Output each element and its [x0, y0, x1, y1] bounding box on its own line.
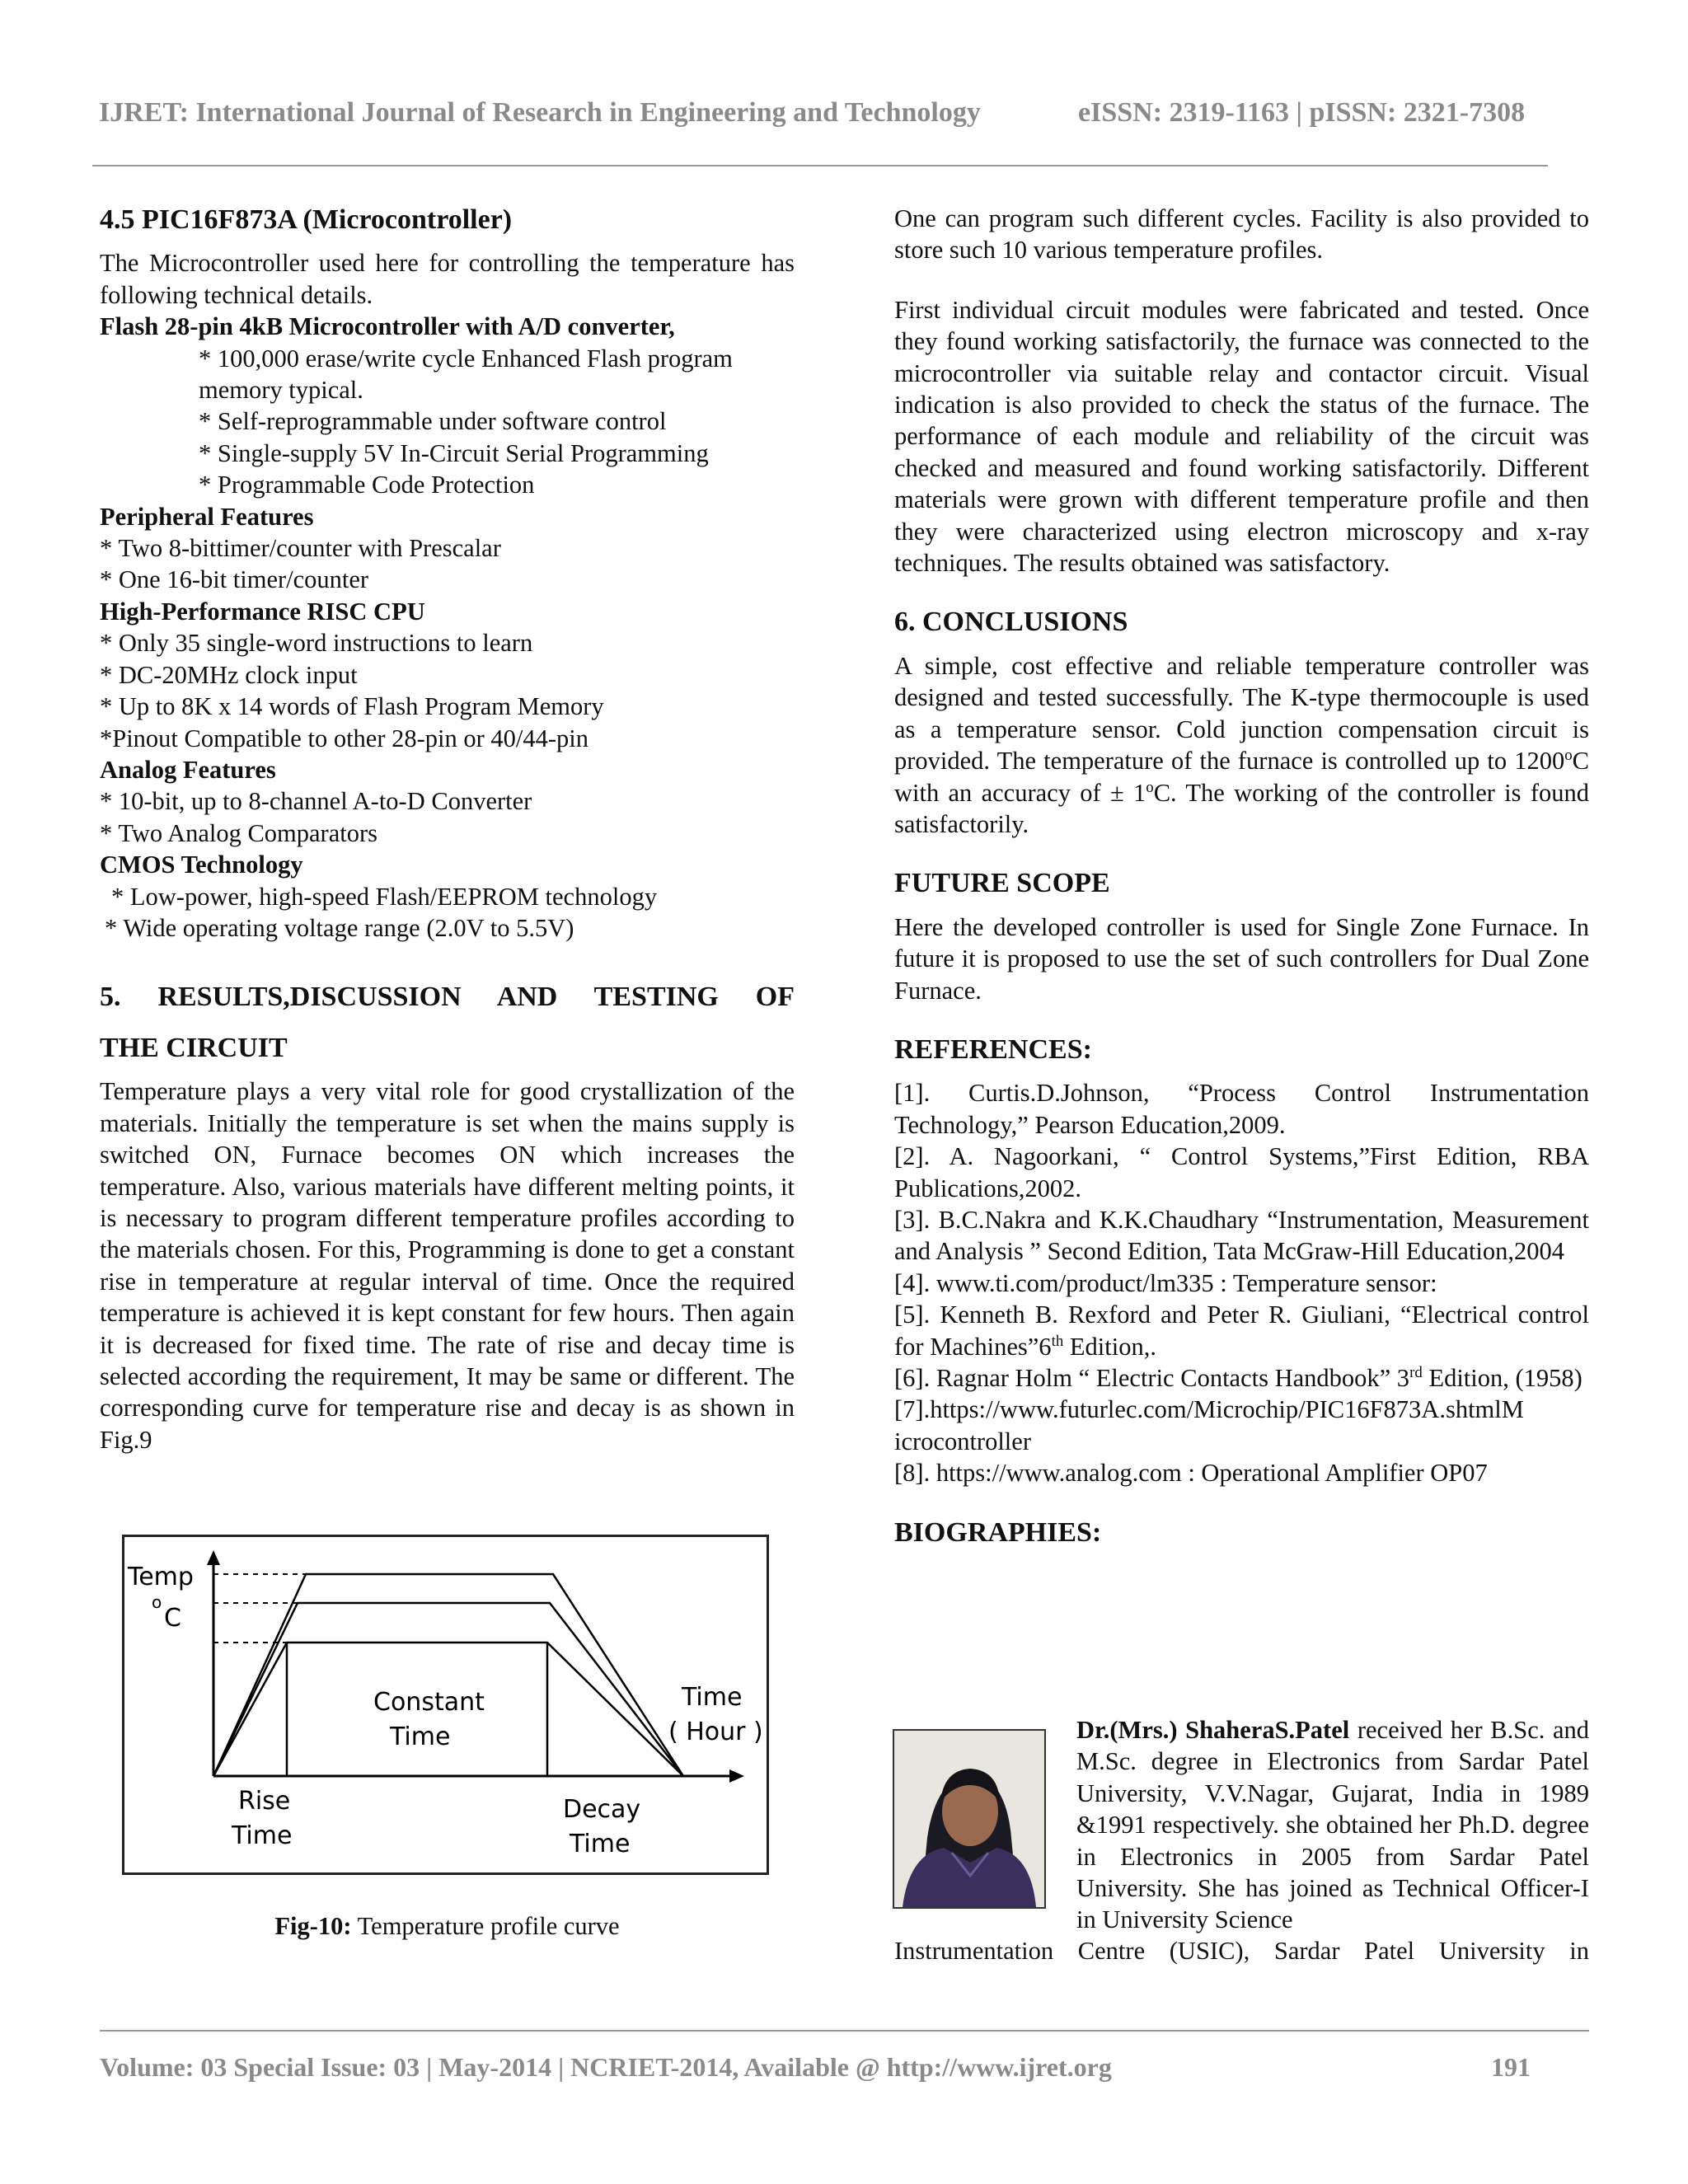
degree-sup: o: [1564, 746, 1573, 764]
degree-symbol: o: [152, 1592, 162, 1612]
list-item: * One 16-bit timer/counter: [100, 565, 369, 594]
list-item: * Only 35 single-word instructions to learn: [100, 629, 533, 658]
temperature-profile-figure: [122, 1535, 769, 1875]
ref5-text-end: Edition,.: [1063, 1332, 1156, 1361]
biography-body: received her B.Sc. and M.Sc. degree in Electronics from Sardar Patel University, V.V.Nagar, Gujarat, India in 1989 &1991 respectively. she obtained her Ph.D. degree in Electronics in 2005 from Sardar Patel University. She has joined as Technical Officer-I in University Science: [1076, 1716, 1590, 1934]
running-header: [99, 97, 1550, 129]
reference-item: [7].https://www.futurlec.com/Microchip/PIC16F873A.shtmlM: [894, 1395, 1524, 1424]
reference-item: [4]. www.ti.com/product/lm335 : Temperature sensor:: [894, 1268, 1437, 1297]
reference-item: [894, 1362, 1589, 1394]
ref6-text: [6]. Ragnar Holm “ Electric Contacts Handbook” 3: [894, 1364, 1410, 1392]
degree-sup: o: [1146, 778, 1154, 796]
rise-label-2: Time: [232, 1821, 293, 1850]
risc-heading: High-Performance RISC CPU: [100, 597, 425, 626]
right-column: [894, 203, 1589, 1549]
ref5-sup: th: [1051, 1332, 1064, 1350]
y-axis-arrow: [207, 1550, 220, 1565]
ref6-sup: rd: [1409, 1363, 1423, 1381]
references-heading: REFERENCES:: [894, 1033, 1092, 1065]
section-5-heading-line1: 5. RESULTS,DISCUSSION AND TESTING OF: [100, 982, 795, 1013]
intro-paragraph: The Microcontroller used here for controlling the temperature has following technical details.: [100, 249, 795, 309]
decay-label-2: Time: [570, 1830, 631, 1858]
future-scope-paragraph: Here the developed controller is used for Single Zone Furnace. In future it is proposed to use the set of such controllers for Dual Zone Furnace.: [894, 912, 1589, 1005]
author-photo: [893, 1729, 1046, 1909]
header-rule: [92, 165, 1548, 166]
page-number: 191: [1491, 2052, 1531, 2082]
running-footer: [100, 2052, 1550, 2083]
x-axis-arrow: [729, 1769, 744, 1783]
rise-label-1: Rise: [238, 1787, 291, 1816]
list-item: * 10-bit, up to 8-channel A-to-D Converter: [100, 787, 532, 816]
section-5-heading-line2: THE CIRCUIT: [100, 1033, 288, 1064]
reference-item: [8]. https://www.analog.com : Operational Amplifier OP07: [894, 1459, 1488, 1488]
footer-rule: [100, 2030, 1589, 2032]
ref5-text: [5]. Kenneth B. Rexford and Peter R. Giuliani, “Electrical control for Machines”6: [894, 1301, 1589, 1361]
list-item: * Self-reprogrammable under software control: [199, 407, 667, 436]
cycles-paragraph: One can program such different cycles. Facility is also provided to store such 10 various temperature profiles.: [894, 204, 1589, 265]
peripheral-heading: Peripheral Features: [100, 502, 314, 531]
list-item: * Programmable Code Protection: [199, 471, 535, 499]
issn-numbers: eISSN: 2319-1163 | pISSN: 2321-7308: [1078, 97, 1526, 128]
figure-caption-text: Temperature profile curve: [351, 1912, 620, 1940]
author-portrait-icon: [894, 1731, 1044, 1907]
reference-item: [2]. A. Nagoorkani, “ Control Systems,”First Edition, RBA Publications,2002.: [894, 1142, 1589, 1202]
list-item: * Single-supply 5V In-Circuit Serial Programming: [199, 438, 709, 467]
conclusions-heading: 6. CONCLUSIONS: [894, 607, 1128, 638]
list-item: * Low-power, high-speed Flash/EEPROM technology: [111, 882, 658, 911]
flash-heading: Flash 28-pin 4kB Microcontroller with A/D converter,: [100, 312, 675, 341]
celsius-label: C: [164, 1604, 181, 1633]
constant-label-1: Constant: [373, 1688, 485, 1717]
list-item: * 100,000 erase/write cycle Enhanced Flash program memory typical.: [199, 344, 733, 405]
author-name: Dr.(Mrs.) ShaheraS.Patel: [1076, 1716, 1350, 1744]
section-4-5-heading: 4.5 PIC16F873A (Microcontroller): [100, 204, 513, 235]
reference-item: [894, 1299, 1589, 1362]
reference-item-cont: icrocontroller: [894, 1427, 1031, 1455]
time-axis-label-1: Time: [682, 1683, 743, 1712]
constant-label-2: Time: [390, 1722, 451, 1751]
conclusions-paragraph: [894, 650, 1589, 840]
testing-paragraph: First individual circuit modules were fabricated and tested. Once they found working satisfactorily, the furnace was connected to the microcontroller via suitable relay and contactor circuit. Visual indication is also provided to check the status of the furnace. The performance of each module and reliability of the circuit was checked and measured and found working satisfactorily. Different materials were grown with different temperature profile and then they were characterized using electron microscopy and x-ray techniques. The results obtained was satisfactory.: [894, 295, 1589, 578]
temp-label: Temp: [128, 1563, 194, 1591]
biography-text: [1076, 1714, 1589, 1936]
conclusions-text-a: A simple, cost effective and reliable temperature controller was designed and tested successfully. The K-type thermocouple is used as a temperature sensor. Cold junction compensation circuit is provided. The temperature of the furnace is controlled up to 1200: [894, 651, 1589, 776]
reference-item: [3]. B.C.Nakra and K.K.Chaudhary “Instrumentation, Measurement and Analysis ” Second Edition, Tata McGraw-Hill Education,2004: [894, 1205, 1589, 1266]
temperature-profile-curve: [124, 1537, 771, 1877]
ref6-text-end: Edition, (1958): [1422, 1364, 1582, 1392]
cmos-heading: CMOS Technology: [100, 851, 303, 879]
section-5-paragraph: Temperature plays a very vital role for good crystallization of the materials. Initially the temperature is set when the mains supply is switched ON, Furnace becomes ON which increases the temperature. Also, various materials have different melting points, it is necessary to program different temperature profiles according to the materials chosen. For this, Programming is done to get a constant rise in temperature at regular interval of time. Once the required temperature is achieved it is kept constant for few hours. Then again it is decreased for fixed time. The rate of rise and decay time is selected according the requirement, It may be same or different. The corresponding curve for temperature rise and decay is as shown in Fig.9: [100, 1077, 795, 1454]
biography-continuation: Instrumentation Centre (USIC), Sardar Patel University in: [894, 1937, 1589, 1965]
list-item: * Two Analog Comparators: [100, 818, 378, 847]
journal-title: IJRET: International Journal of Research in Engineering and Technology: [99, 97, 981, 128]
list-item: *Pinout Compatible to other 28-pin or 40/44-pin: [100, 724, 589, 752]
conclusions-text-c: C. The working of the controller is found satisfactorily.: [894, 778, 1589, 838]
future-scope-heading: FUTURE SCOPE: [894, 868, 1110, 899]
figure-caption: [100, 1912, 795, 1941]
analog-heading: Analog Features: [100, 755, 276, 784]
reference-item: [1]. Curtis.D.Johnson, “Process Control Instrumentation Technology,” Pearson Education,2009.: [894, 1079, 1589, 1139]
list-item: * Wide operating voltage range (2.0V to 5.5V): [105, 913, 574, 942]
conclusions-text-b: C with an accuracy of ± 1: [894, 747, 1589, 807]
list-item: * Two 8-bittimer/counter with Prescalar: [100, 534, 501, 563]
figure-number: Fig-10:: [274, 1912, 352, 1940]
left-column: [100, 204, 795, 1455]
footer-volume-info: Volume: 03 Special Issue: 03 | May-2014 | NCRIET-2014, Available @ http://www.ijret.org: [100, 2052, 1112, 2082]
list-item: * Up to 8K x 14 words of Flash Program Memory: [100, 692, 604, 721]
biographies-heading: BIOGRAPHIES:: [894, 1516, 1102, 1548]
decay-label-1: Decay: [563, 1795, 641, 1824]
time-axis-label-2: ( Hour ): [668, 1718, 763, 1746]
list-item: * DC-20MHz clock input: [100, 660, 358, 689]
